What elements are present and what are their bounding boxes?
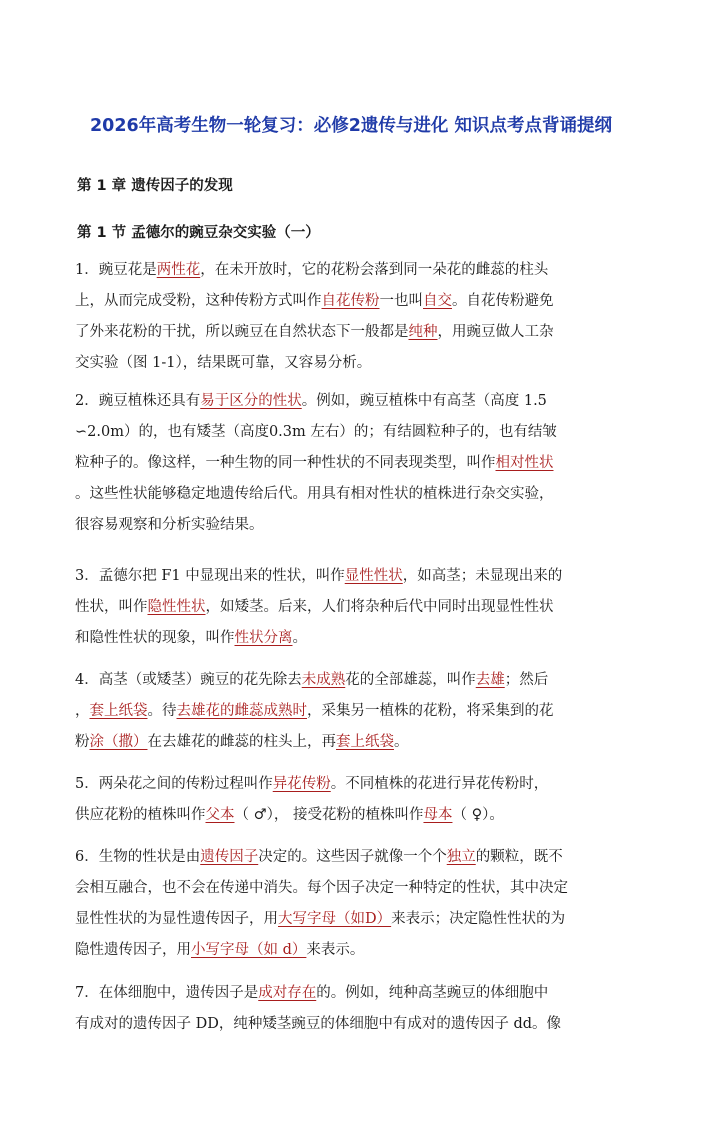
text-line <box>75 561 635 592</box>
text-segment: 。待 <box>147 703 177 719</box>
text-segment: ∽2.0m）的，也有矮茎（高度0.3m 左右）的；有结圆粒种子的，也有结皱 <box>75 424 557 440</box>
paragraph-1 <box>75 255 635 379</box>
text-segment: 决定的。这些因子就像一个个 <box>258 849 447 865</box>
text-segment: 性状，叫作 <box>75 599 148 615</box>
text-line <box>75 479 635 510</box>
text-line <box>75 348 635 379</box>
key-term: 成对存在 <box>258 985 317 1001</box>
text-segment: ，采集另一植株的花粉，将采集到的花 <box>307 703 554 719</box>
key-term: 独立 <box>446 849 476 865</box>
text-line <box>75 510 635 541</box>
key-term: 异花传粉 <box>272 776 331 792</box>
text-segment: 来表示。 <box>306 942 365 958</box>
text-line <box>75 978 635 1009</box>
text-segment: 粉 <box>75 734 90 750</box>
key-term: 去雄 <box>475 672 505 688</box>
key-term: 纯种 <box>408 324 438 340</box>
text-line <box>75 255 635 286</box>
text-line <box>75 800 635 831</box>
text-segment: ，如高茎；未显现出来的 <box>402 568 563 584</box>
key-term: 两性花 <box>156 262 201 278</box>
text-line <box>75 904 635 935</box>
paragraph-6 <box>75 842 635 966</box>
text-segment: 来表示；决定隐性性状的为 <box>391 911 566 927</box>
text-line <box>75 386 635 417</box>
text-segment: 有成对的遗传因子 DD，纯种矮茎豌豆的体细胞中有成对的遗传因子 dd。像 <box>75 1016 562 1032</box>
text-segment: 的。例如，纯种高茎豌豆的体细胞中 <box>316 985 549 1001</box>
text-line <box>75 623 635 654</box>
text-segment: 6．生物的性状是由 <box>75 849 201 865</box>
text-line <box>75 286 635 317</box>
text-segment: 在去雄花的雌蕊的柱头上，再 <box>147 734 336 750</box>
text-segment: 4．高茎（或矮茎）豌豆的花先除去 <box>75 672 302 688</box>
text-segment: 。 <box>394 734 409 750</box>
key-term: 大写字母（如D） <box>278 911 392 927</box>
key-term: 涂（撒） <box>89 734 148 750</box>
paragraph-4 <box>75 665 635 758</box>
text-segment: 花的全部雄蕊，叫作 <box>345 672 476 688</box>
paragraph-3 <box>75 561 635 654</box>
text-segment: 。这些性状能够稳定地遗传给后代。用具有相对性状的植株进行杂交实验， <box>75 486 554 502</box>
key-term: 易于区分的性状 <box>200 393 302 409</box>
text-segment: 7．在体细胞中，遗传因子是 <box>75 985 259 1001</box>
key-term: 自交 <box>423 293 452 309</box>
text-segment: （ ♂）， 接受花粉的植株叫作 <box>234 807 424 823</box>
text-segment: ；然后 <box>504 672 549 688</box>
key-term: 母本 <box>423 807 453 823</box>
text-line <box>75 1009 635 1040</box>
text-segment: 隐性遗传因子，用 <box>75 942 191 958</box>
text-segment: 了外来花粉的干扰，所以豌豆在自然状态下一般都是 <box>75 324 409 340</box>
key-term: 自花传粉 <box>321 293 380 309</box>
key-term: 显性性状 <box>344 568 403 584</box>
text-segment: 。不同植株的花进行异花传粉时， <box>330 776 549 792</box>
text-segment: ， <box>75 703 90 719</box>
text-segment: ，在未开放时，它的花粉会落到同一朵花的雌蕊的柱头 <box>200 262 549 278</box>
text-segment: 。自花传粉避免 <box>452 293 554 309</box>
text-segment: 2．豌豆植株还具有 <box>75 393 201 409</box>
text-line <box>75 769 635 800</box>
key-term: 套上纸袋 <box>336 734 394 750</box>
document-title: 2026年高考生物一轮复习：必修2遗传与进化 知识点考点背诵提纲 <box>90 116 612 136</box>
paragraph-2 <box>75 386 635 541</box>
key-term: 遗传因子 <box>200 849 259 865</box>
text-line <box>75 727 635 758</box>
key-term: 隐性性状 <box>147 599 206 615</box>
text-segment: 5．两朵花之间的传粉过程叫作 <box>75 776 273 792</box>
key-term: 套上纸袋 <box>89 703 148 719</box>
text-line <box>75 592 635 623</box>
key-term: 去雄花的雌蕊成熟时 <box>176 703 307 719</box>
text-segment: 供应花粉的植株叫作 <box>75 807 206 823</box>
text-segment: 。 <box>292 630 307 646</box>
text-segment: 上，从而完成受粉，这种传粉方式叫作 <box>75 293 322 309</box>
paragraph-7 <box>75 978 635 1040</box>
text-line <box>75 317 635 348</box>
text-segment: 显性性状的为显性遗传因子，用 <box>75 911 278 927</box>
text-segment: 的颗粒，既不 <box>475 849 563 865</box>
text-segment: （ ♀）。 <box>452 807 504 823</box>
text-segment: 会相互融合，也不会在传递中消失。每个因子决定一种特定的性状，其中决定 <box>75 880 568 896</box>
text-line <box>75 417 635 448</box>
text-segment: 和隐性性状的现象，叫作 <box>75 630 235 646</box>
key-term: 未成熟 <box>301 672 346 688</box>
text-segment: ，用豌豆做人工杂 <box>437 324 554 340</box>
text-line <box>75 842 635 873</box>
text-segment: 1．豌豆花是 <box>75 262 157 278</box>
text-line <box>75 935 635 966</box>
text-line <box>75 448 635 479</box>
key-term: 父本 <box>205 807 235 823</box>
text-line <box>75 696 635 727</box>
text-segment: 粒种子的。像这样，一种生物的同一种性状的不同表现类型，叫作 <box>75 455 496 471</box>
text-segment: ，如矮茎。后来，人们将杂种后代中同时出现显性性状 <box>205 599 554 615</box>
text-segment: 。例如，豌豆植株中有高茎（高度 1.5 <box>301 393 547 409</box>
text-segment: 一也叫 <box>379 293 423 309</box>
text-line <box>75 665 635 696</box>
text-segment: 3．孟德尔把 F1 中显现出来的性状，叫作 <box>75 568 345 584</box>
text-segment: 很容易观察和分析实验结果。 <box>75 517 264 533</box>
key-term: 性状分离 <box>234 630 293 646</box>
paragraph-5 <box>75 769 635 831</box>
key-term: 小写字母（如 d） <box>191 942 307 958</box>
text-line <box>75 873 635 904</box>
section-heading: 第 1 节 孟德尔的豌豆杂交实验（一） <box>77 225 320 241</box>
text-segment: 交实验（图 1-1），结果既可靠，又容易分析。 <box>75 355 372 371</box>
key-term: 相对性状 <box>495 455 554 471</box>
chapter-heading: 第 1 章 遗传因子的发现 <box>77 178 233 194</box>
